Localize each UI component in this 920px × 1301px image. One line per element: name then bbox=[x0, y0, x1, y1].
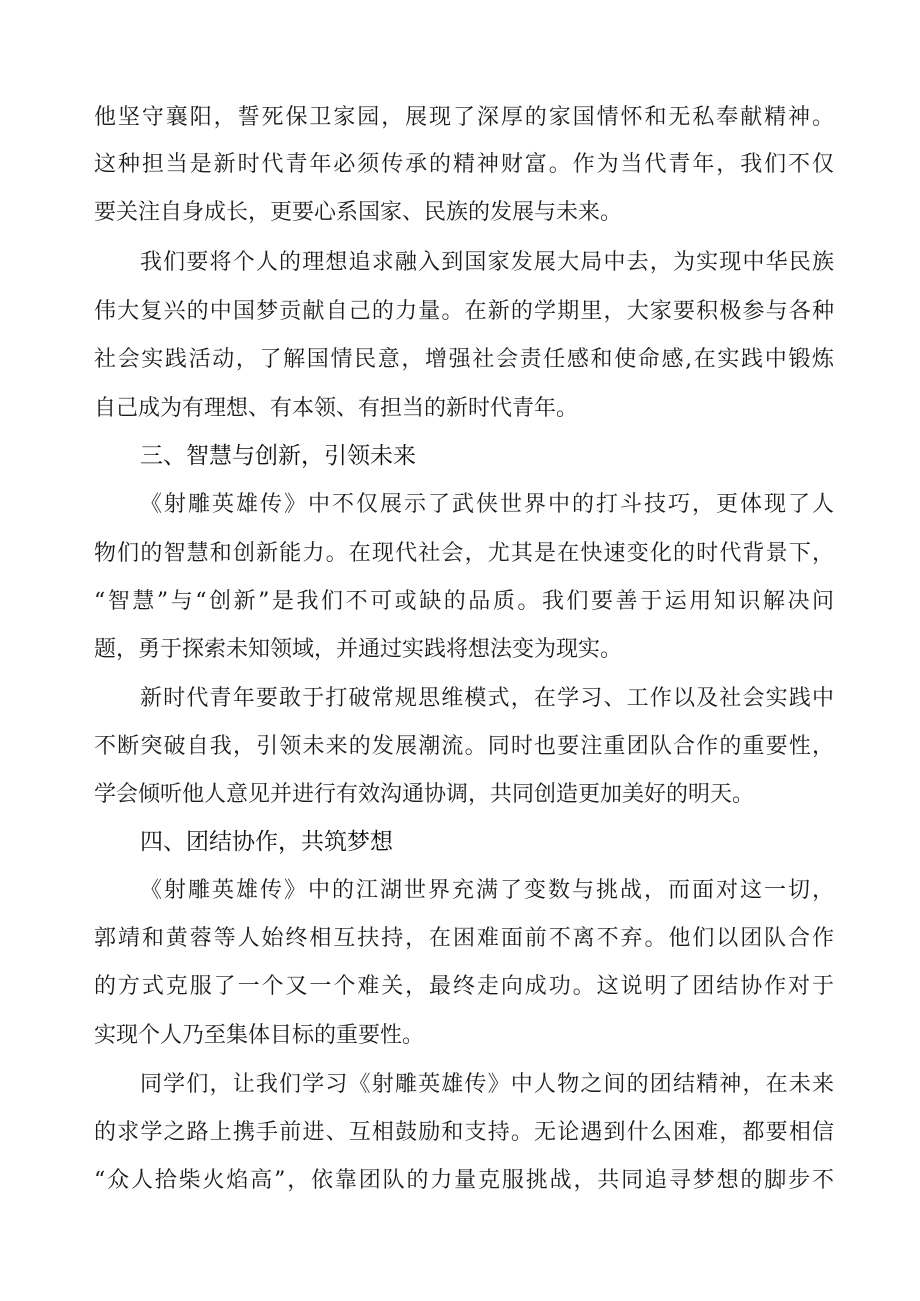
section-heading: 三、智慧与创新，引领未来 bbox=[140, 443, 416, 469]
paragraph-line: 这种担当是新时代青年必须传承的精神财富。作为当代青年，我们不仅 bbox=[94, 152, 834, 177]
paragraph-line: 的方式克服了一个又一个难关，最终走向成功。这说明了团结协作对于 bbox=[94, 974, 834, 999]
paragraph-line: 新时代青年要敢于打破常规思维模式，在学习、工作以及社会实践中 bbox=[140, 686, 834, 711]
paragraph-line: 我们要将个人的理想追求融入到国家发展大局中去，为实现中华民族 bbox=[140, 250, 834, 275]
paragraph-line: 不断突破自我，引领未来的发展潮流。同时也要注重团队合作的重要性， bbox=[94, 734, 834, 759]
paragraph-line: 伟大复兴的中国梦贡献自己的力量。在新的学期里，大家要积极参与各种 bbox=[94, 299, 834, 324]
paragraph-line: 《射雕英雄传》中不仅展示了武侠世界中的打斗技巧，更体现了人 bbox=[140, 492, 834, 517]
paragraph-line: 的求学之路上携手前进、互相鼓励和支持。无论遇到什么困难，都要相信 bbox=[94, 1120, 834, 1145]
paragraph-line: 题，勇于探索未知领域，并通过实践将想法变为现实。 bbox=[94, 637, 623, 662]
paragraph-line: 同学们，让我们学习《射雕英雄传》中人物之间的团结精神，在未来 bbox=[140, 1072, 834, 1097]
paragraph-line: 物们的智慧和创新能力。在现代社会，尤其是在快速变化的时代背景下， bbox=[94, 541, 834, 566]
paragraph-line: 自己成为有理想、有本领、有担当的新时代青年。 bbox=[94, 396, 579, 421]
paragraph-line: “众人拾柴火焰高”，依靠团队的力量克服挑战，共同追寻梦想的脚步不 bbox=[94, 1168, 834, 1193]
paragraph-line: 实现个人乃至集体目标的重要性。 bbox=[94, 1023, 425, 1048]
paragraph-line: 他坚守襄阳，誓死保卫家园，展现了深厚的家国情怀和无私奉献精神。 bbox=[94, 105, 834, 130]
paragraph-line: 郭靖和黄蓉等人始终相互扶持，在困难面前不离不弃。他们以团队合作 bbox=[94, 926, 834, 951]
paragraph-line: 学会倾听他人意见并进行有效沟通协调，共同创造更加美好的明天。 bbox=[94, 782, 755, 807]
paragraph-line: 社会实践活动，了解国情民意，增强社会责任感和使命感,在实践中锻炼 bbox=[94, 347, 834, 372]
paragraph-line: 要关注自身成长，更要心系国家、民族的发展与未来。 bbox=[94, 200, 623, 225]
paragraph-line: 《射雕英雄传》中的江湖世界充满了变数与挑战，而面对这一切， bbox=[140, 878, 834, 903]
section-heading: 四、团结协作，共筑梦想 bbox=[140, 829, 393, 855]
paragraph-line: “智慧”与“创新”是我们不可或缺的品质。我们要善于运用知识解决问 bbox=[94, 589, 834, 614]
